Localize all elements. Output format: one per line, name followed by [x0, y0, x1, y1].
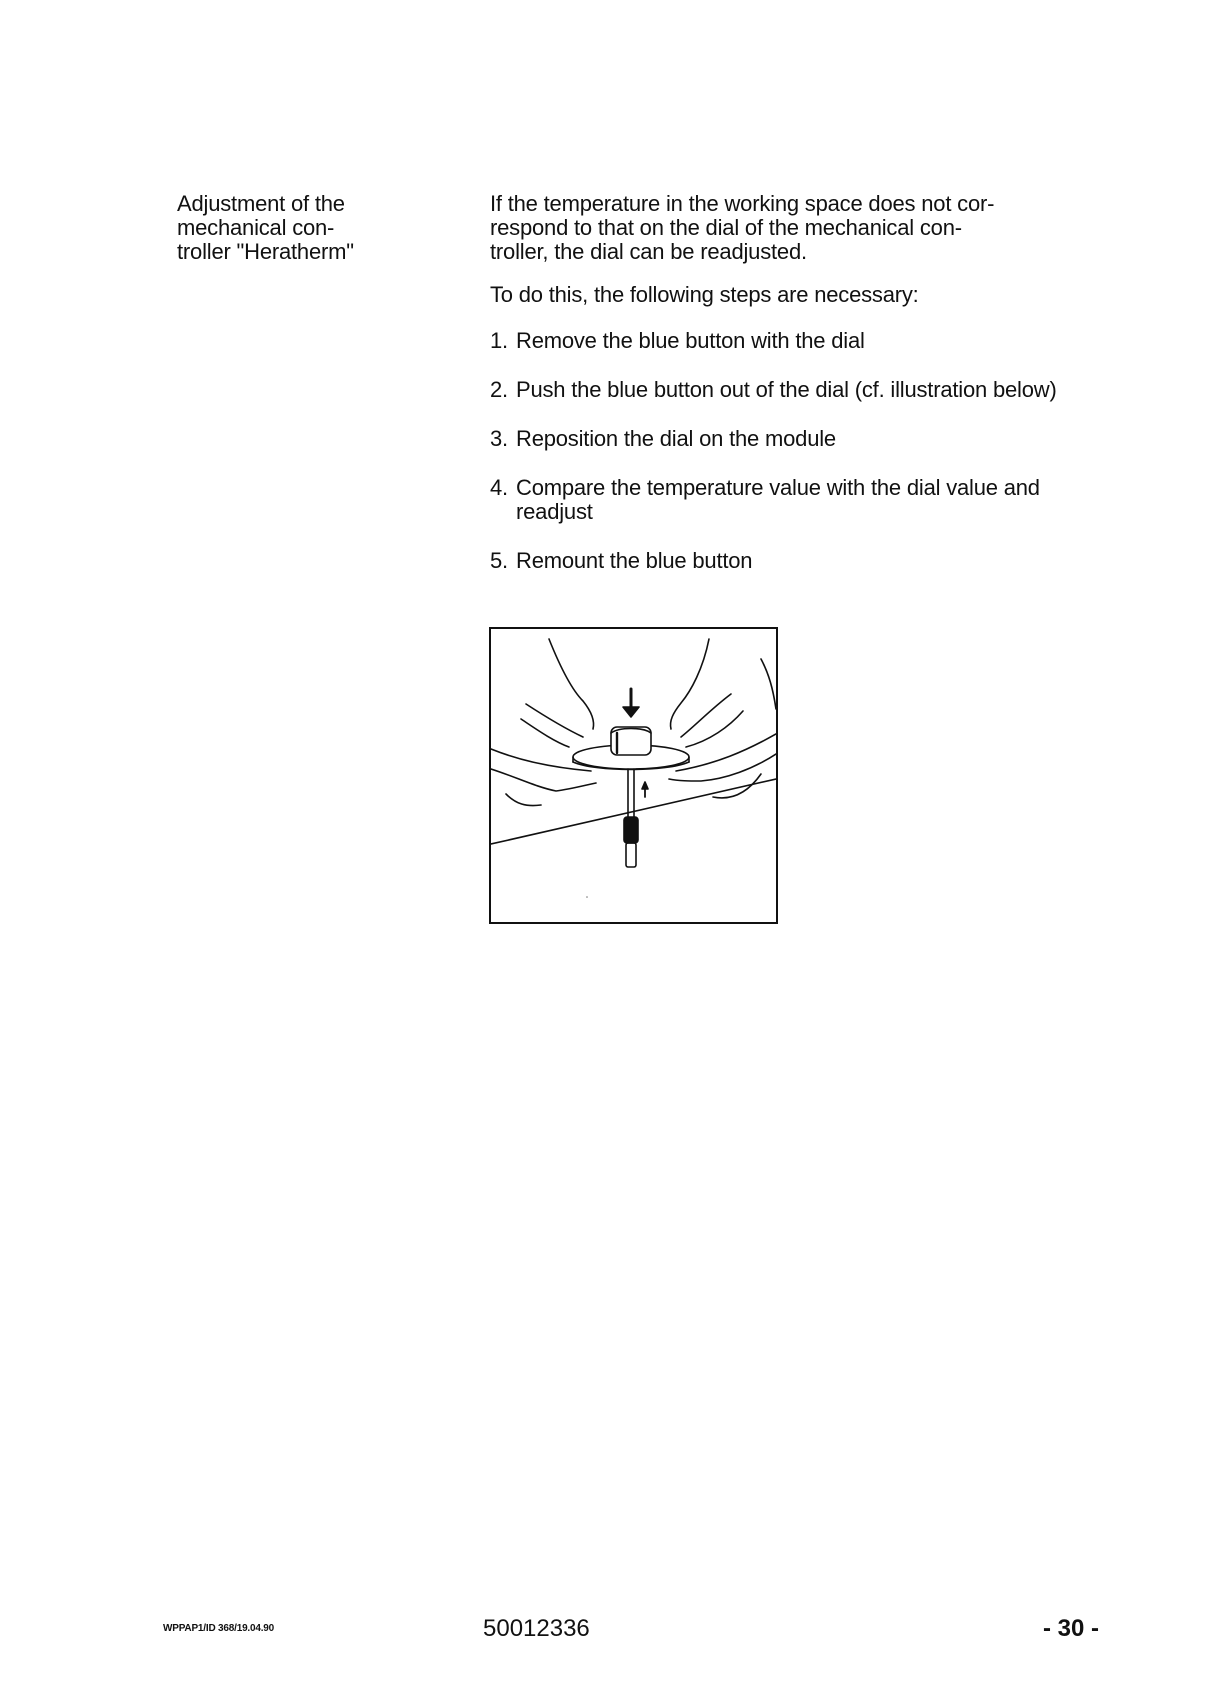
left-hand-outline [549, 639, 594, 729]
screwdriver-handle [624, 817, 638, 843]
footer-document-code: WPPAP1/ID 368/19.04.90 [163, 1623, 275, 1634]
page-number: - 30 - [1043, 1615, 1100, 1642]
step-number: 5. [490, 548, 508, 573]
list-item [490, 378, 1130, 402]
intro-paragraph: If the temperature in the working space does not cor- respond to that on the dial of the mechanical con- troller, the dial can be readjusted. [490, 191, 995, 264]
hands-dial-screwdriver-drawing [491, 629, 776, 922]
step-text: Remove the blue button with the dial [516, 328, 865, 353]
list-item [490, 427, 1130, 451]
step-number: 4. [490, 475, 508, 500]
footer-document-number: 50012336 [483, 1615, 590, 1642]
step-text: Push the blue button out of the dial (cf. illustration below) [516, 377, 1057, 402]
step-number: 2. [490, 377, 508, 402]
step-text: Compare the temperature value with the dial value and readjust [516, 475, 1040, 524]
step-number: 3. [490, 426, 508, 451]
dial-illustration [489, 627, 778, 924]
step-text: Reposition the dial on the module [516, 426, 836, 451]
main-text [490, 192, 1130, 573]
right-hand-outline [670, 639, 709, 729]
steps-lead: To do this, the following steps are necessary: [490, 282, 919, 307]
step-number: 1. [490, 328, 508, 353]
step-text: Remount the blue button [516, 548, 753, 573]
list-item [490, 476, 1130, 524]
steps-list [490, 329, 1130, 573]
list-item [490, 329, 1130, 353]
section-heading: Adjustment of the mechanical con- troller "Heratherm" [177, 191, 354, 264]
list-item [490, 549, 1130, 573]
